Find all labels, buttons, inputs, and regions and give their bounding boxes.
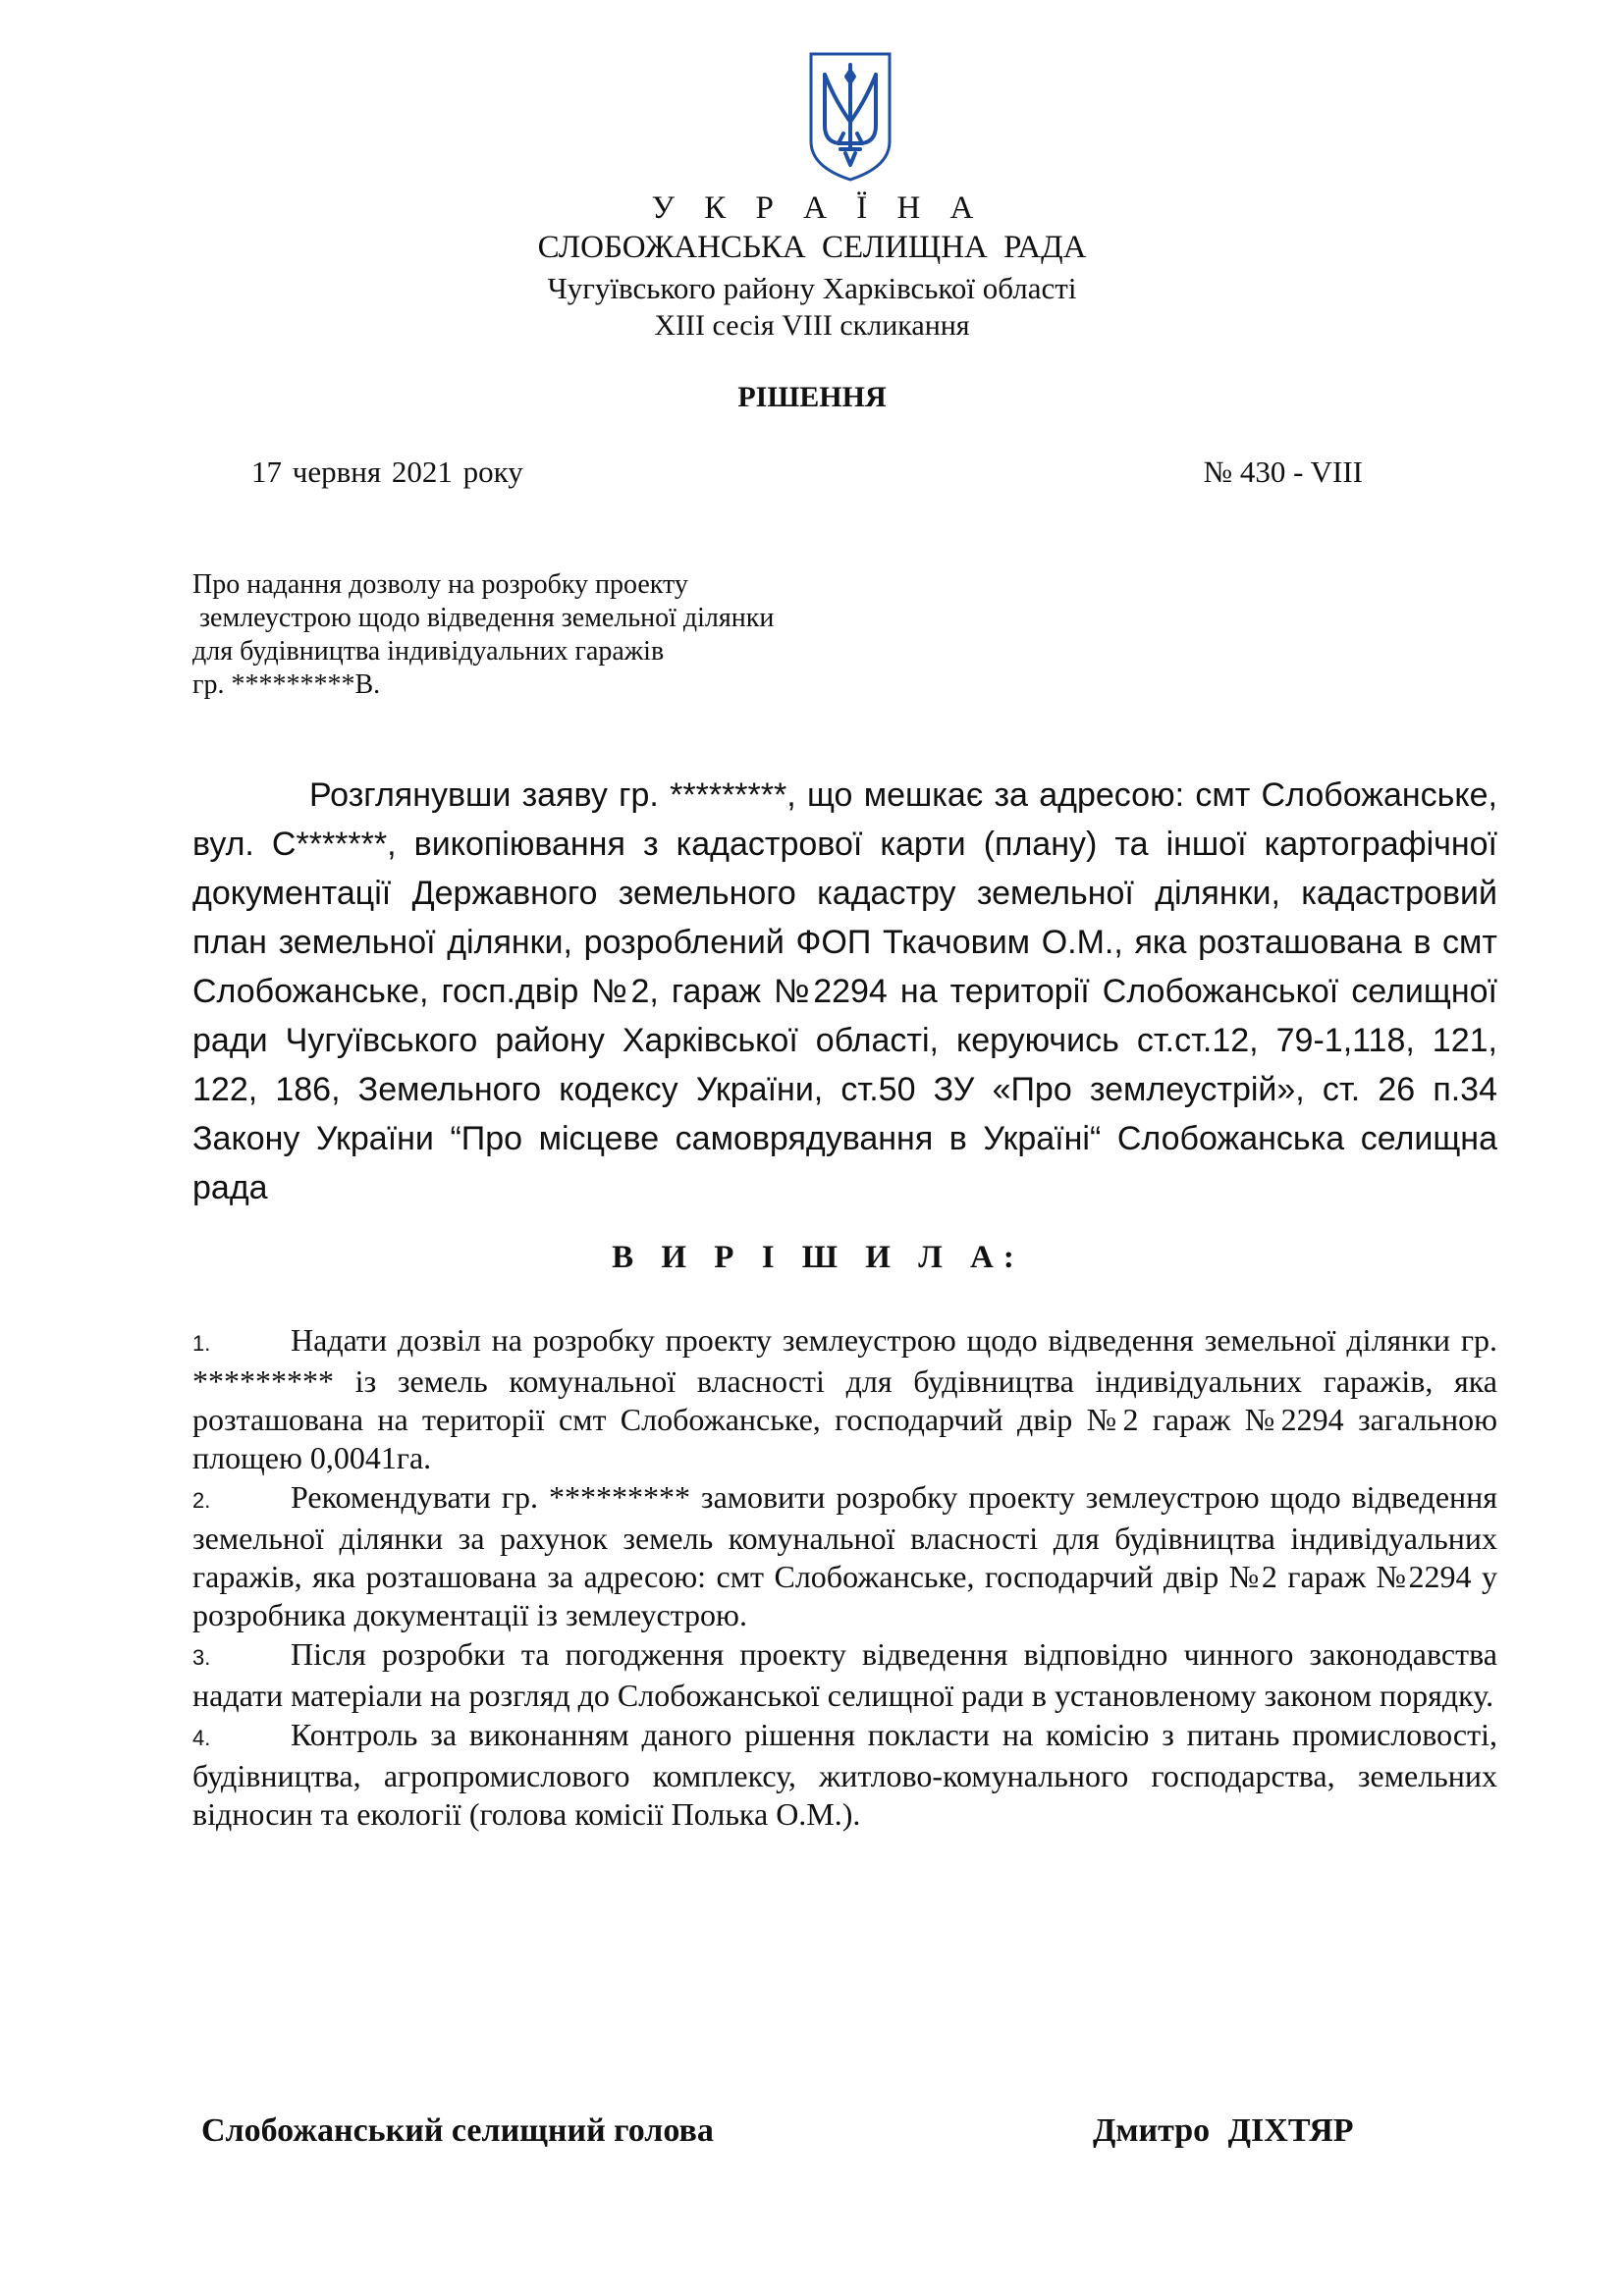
- decision-items: [192, 1321, 1497, 1835]
- decision-subject: [192, 568, 899, 702]
- signatory-name: Дмитро ДІХТЯР: [1093, 2112, 1354, 2149]
- trident-coat-of-arms-icon: [808, 51, 893, 183]
- item-number: 2.: [192, 1488, 211, 1513]
- item-number: 3.: [192, 1645, 211, 1670]
- decision-item: [192, 1321, 1497, 1477]
- subject-line: для будівництва індивідуальних гаражів: [192, 636, 665, 667]
- decision-item: [192, 1478, 1497, 1634]
- subject-line: землеустрою щодо відведення земельної ділянки: [192, 603, 775, 633]
- subject-line: Про надання дозволу на розробку проекту: [192, 569, 688, 600]
- session-info: XIII сесія VIII скликання: [654, 309, 970, 342]
- document-title: РІШЕННЯ: [737, 381, 887, 413]
- decision-item: [192, 1716, 1497, 1834]
- preamble-paragraph: Розглянувши заяву гр. *********, що мешкає за адресою: смт Слобожанське, вул. С*******, викопіювання з кадастрової карти (плану) та іншої картографічної документації Державного земельного кадастру земельної ділянки, кадастровий план земельної ділянки, розроблений ФОП Ткачовим О.М., яка розташована в смт Слобожанське, госп.двір №2, гараж №2294 на території Слобожанської селищної ради Чугуївського району Харківської області, керуючись ст.ст.12, 79-1,118, 121, 122, 186, Земельного кодексу України, ст.50 ЗУ «Про землеустрій», ст. 26 п.34 Закону України “Про місцеве самоврядування в Україні“ Слобожанська селищна рада: [192, 776, 1497, 1206]
- item-text: Рекомендувати гр. ********* замовити розробку проекту землеустрою щодо відведення земельної ділянки за рахунок земель комунальної власності для будівництва індивідуальних гаражів, яка розташована за адресою: смт Слобожанське, господарчий двір №2 гараж №2294 у розробника документації із землеустрою.: [192, 1479, 1497, 1632]
- item-text: Надати дозвіл на розробку проекту землеустрою щодо відведення земельної ділянки гр. ********* із земель комунальної власності для будівництва індивідуальних гаражів, яка розташована на території смт Слобожанське, господарчий двір №2 гараж №2294 загальною площею 0,0041га.: [192, 1322, 1497, 1475]
- council-name: СЛОБОЖАНСЬКА СЕЛИЩНА РАДА: [537, 230, 1087, 265]
- item-text: Після розробки та погодження проекту відведення відповідно чинного законодавства надати матеріали на розгляд до Слобожанської селищної ради в установленому законом порядку.: [192, 1636, 1497, 1713]
- decision-date: 17 червня 2021 року: [251, 454, 523, 489]
- country-name: У К Р А Ї Н А: [651, 190, 985, 226]
- district-name: Чугуївського району Харківської області: [547, 271, 1077, 305]
- item-text: Контроль за виконанням даного рішення покласти на комісію з питань промисловості, будівництва, агропромислового комплексу, житлово-комунального господарства, земельних відносин та екології (голова комісії Полька О.М.).: [192, 1717, 1497, 1832]
- item-number: 1.: [192, 1331, 211, 1356]
- subject-line: гр. *********В.: [192, 669, 381, 700]
- signatory-position: Слобожанський селищний голова: [201, 2112, 714, 2149]
- decision-number: № 430 - VIII: [1203, 454, 1363, 489]
- decided-heading: В И Р І Ш И Л А:: [612, 1240, 1024, 1275]
- item-number: 4.: [192, 1726, 211, 1750]
- decision-item: [192, 1635, 1497, 1715]
